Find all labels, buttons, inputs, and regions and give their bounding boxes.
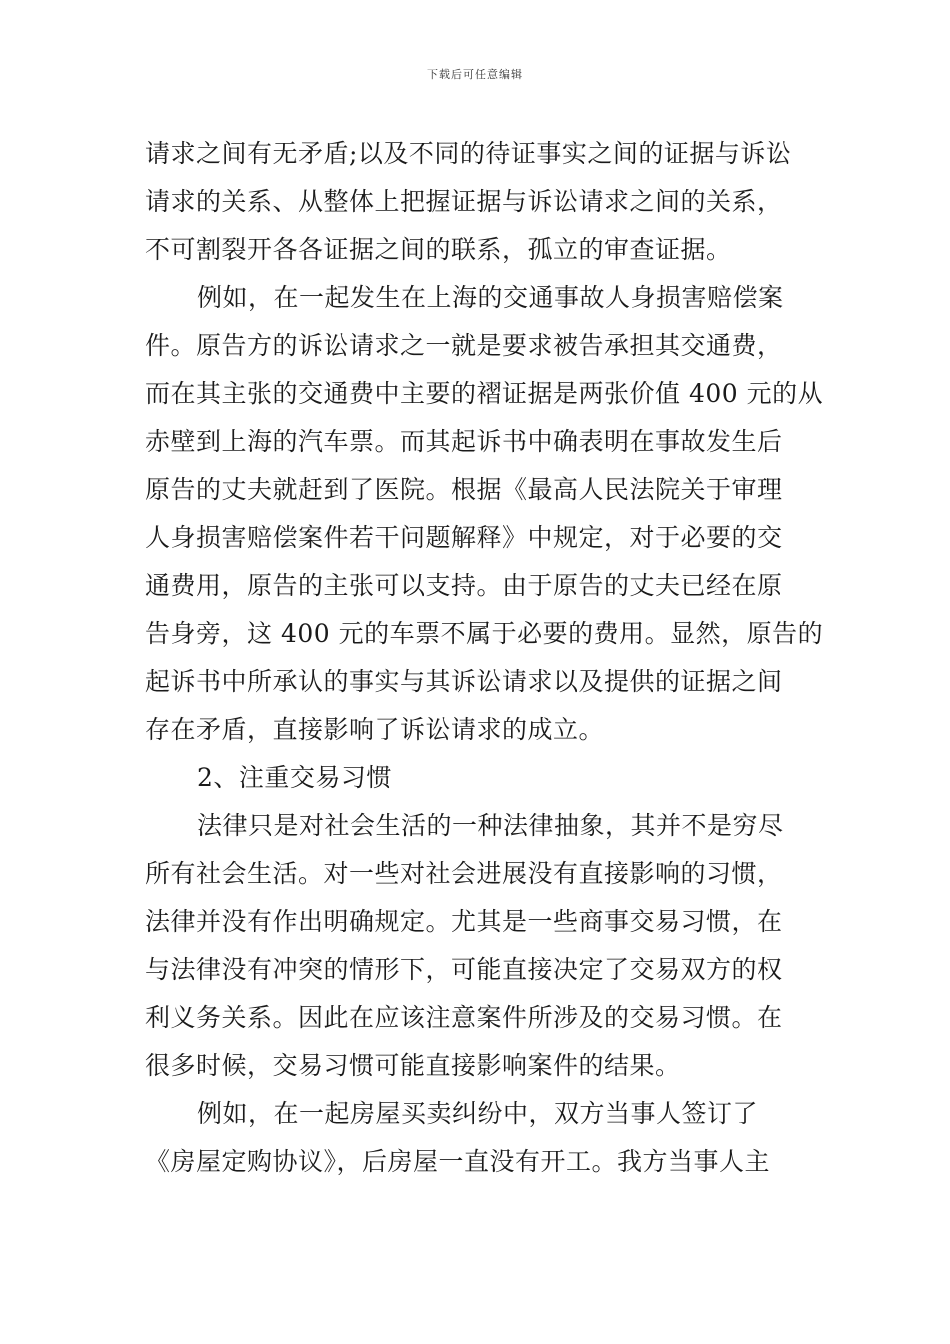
text-line: 告身旁，这 400 元的车票不属于必要的费用。显然，原告的	[145, 619, 824, 648]
text-line: 与法律没有冲突的情形下，可能直接决定了交易双方的权	[145, 955, 783, 984]
text-line: 法律并没有作出明确规定。尤其是一些商事交易习惯，在	[145, 907, 783, 936]
text-line: 存在矛盾，直接影响了诉讼请求的成立。	[145, 715, 605, 744]
text-line: 《房屋定购协议》，后房屋一直没有开工。我方当事人主	[145, 1147, 771, 1176]
text-line: 起诉书中所承认的事实与其诉讼请求以及提供的证据之间	[145, 667, 783, 696]
text-line: 不可割裂开各各证据之间的联系，孤立的审查证据。	[145, 235, 732, 264]
text-line: 所有社会生活。对一些对社会进展没有直接影响的习惯，	[145, 859, 783, 888]
text-line: 请求之间有无矛盾;以及不同的待证事实之间的证据与诉讼	[145, 139, 792, 168]
document-body	[145, 130, 824, 1186]
text-line: 件。原告方的诉讼请求之一就是要求被告承担其交通费，	[145, 331, 783, 360]
text-line: 赤壁到上海的汽车票。而其起诉书中确表明在事故发生后	[145, 427, 783, 456]
section-heading: 2、注重交易习惯	[197, 763, 392, 792]
paragraph-start-line: 法律只是对社会生活的一种法律抽象，其并不是穷尽	[197, 811, 784, 840]
page-header: 下载后可任意编辑	[427, 68, 523, 81]
text-line: 利义务关系。因此在应该注意案件所涉及的交易习惯。在	[145, 1003, 783, 1032]
paragraph-start-line: 例如，在一起发生在上海的交通事故人身损害赔偿案	[197, 283, 784, 312]
text-line: 很多时候，交易习惯可能直接影响案件的结果。	[145, 1051, 681, 1080]
text-line: 通费用，原告的主张可以支持。由于原告的丈夫已经在原	[145, 571, 783, 600]
text-line: 原告的丈夫就赶到了医院。根据《最高人民法院关于审理	[145, 475, 783, 504]
text-line: 请求的关系、从整体上把握证据与诉讼请求之间的关系，	[145, 187, 783, 216]
text-line: 人身损害赔偿案件若干问题解释》中规定，对于必要的交	[145, 523, 783, 552]
text-line: 而在其主张的交通费中主要的褶证据是两张价值 400 元的从	[145, 379, 824, 408]
paragraph-start-line: 例如，在一起房屋买卖纠纷中，双方当事人签订了	[197, 1099, 759, 1128]
